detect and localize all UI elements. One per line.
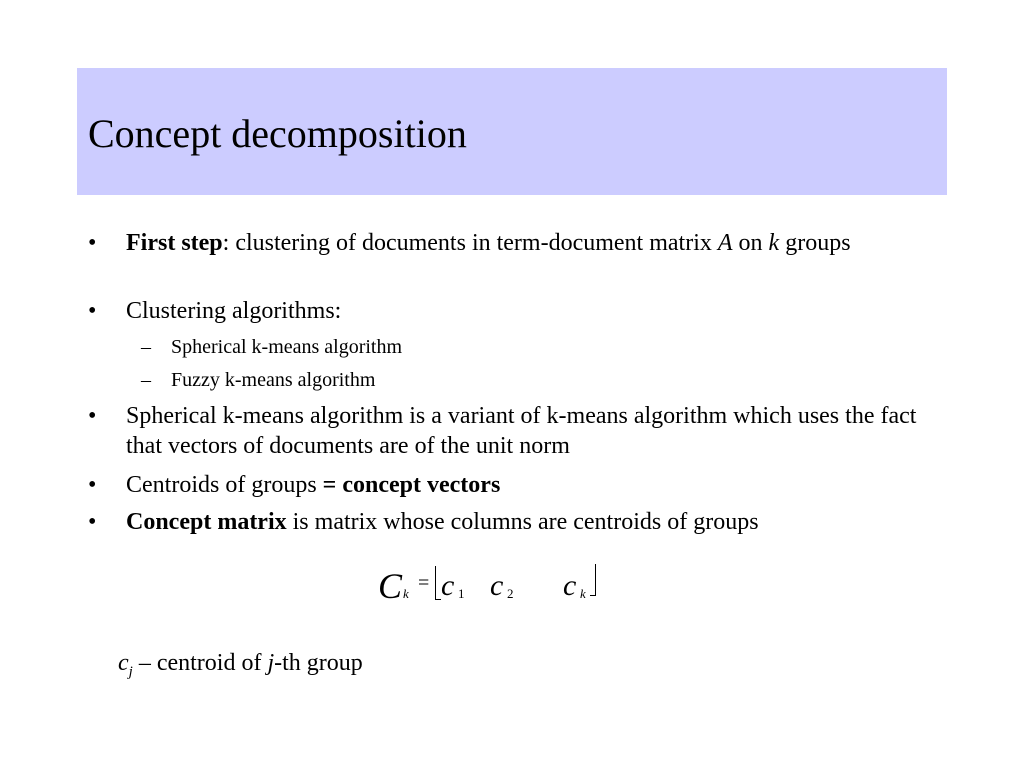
bullet-marker: • <box>88 298 97 324</box>
formula-c2: c <box>490 569 504 602</box>
formula-c2-subscript: 2 <box>507 586 514 601</box>
sub-item-spherical <box>141 334 403 360</box>
concept-vectors-label: concept vectors <box>336 472 501 498</box>
bullet-first-step <box>88 228 926 258</box>
bullet-marker: • <box>88 472 97 498</box>
concept-matrix-label: Concept matrix <box>126 509 287 535</box>
on-word: on <box>732 230 769 256</box>
sub-fuzzy-text: Fuzzy k-means algorithm <box>171 369 376 391</box>
right-floor-bracket <box>590 564 596 596</box>
formula-ck: c <box>563 569 577 602</box>
concept-matrix-formula <box>378 564 618 608</box>
bullet-concept-matrix <box>88 507 926 537</box>
bullet-spherical <box>88 401 926 461</box>
legend-j-subscript: j <box>128 663 133 680</box>
sub-item-fuzzy <box>141 367 376 393</box>
dash-marker: – <box>141 369 151 391</box>
centroid-legend <box>118 648 363 687</box>
formula-equals: = <box>418 572 430 594</box>
legend-c: c <box>118 650 129 676</box>
centroids-text: Centroids of groups <box>126 472 323 498</box>
formula-C: C <box>378 566 403 606</box>
equals-sign: = <box>322 472 337 498</box>
legend-j: j <box>267 650 275 676</box>
sub-spherical-text: Spherical k-means algorithm <box>171 336 403 358</box>
bullet-marker: • <box>88 509 97 535</box>
formula-c1-subscript: 1 <box>458 586 465 601</box>
slide-title: Concept decomposition <box>88 111 467 156</box>
bullet-marker: • <box>88 230 97 256</box>
legend-text-2: -th group <box>274 650 363 676</box>
bullet-clustering <box>88 296 926 326</box>
legend-text-1: – centroid of <box>132 650 268 676</box>
matrix-a: A <box>717 230 733 256</box>
first-step-label: First step <box>126 230 223 256</box>
dash-marker: – <box>141 336 151 358</box>
bullet-marker: • <box>88 403 97 429</box>
clustering-text: Clustering algorithms: <box>126 298 342 324</box>
first-step-text: : clustering of documents in term-document matrix <box>222 230 718 256</box>
concept-matrix-text: is matrix whose columns are centroids of groups <box>286 509 759 535</box>
k-var: k <box>768 230 780 256</box>
first-step-tail: groups <box>779 230 851 256</box>
formula-ck-subscript: k <box>580 586 586 601</box>
bullet-centroids <box>88 470 926 500</box>
spherical-text: Spherical k-means algorithm is a variant of k-means algorithm which uses the fact that vectors of documents are of the unit norm <box>126 403 917 459</box>
formula-C-subscript: k <box>403 586 409 601</box>
formula-c1: c <box>441 569 455 602</box>
